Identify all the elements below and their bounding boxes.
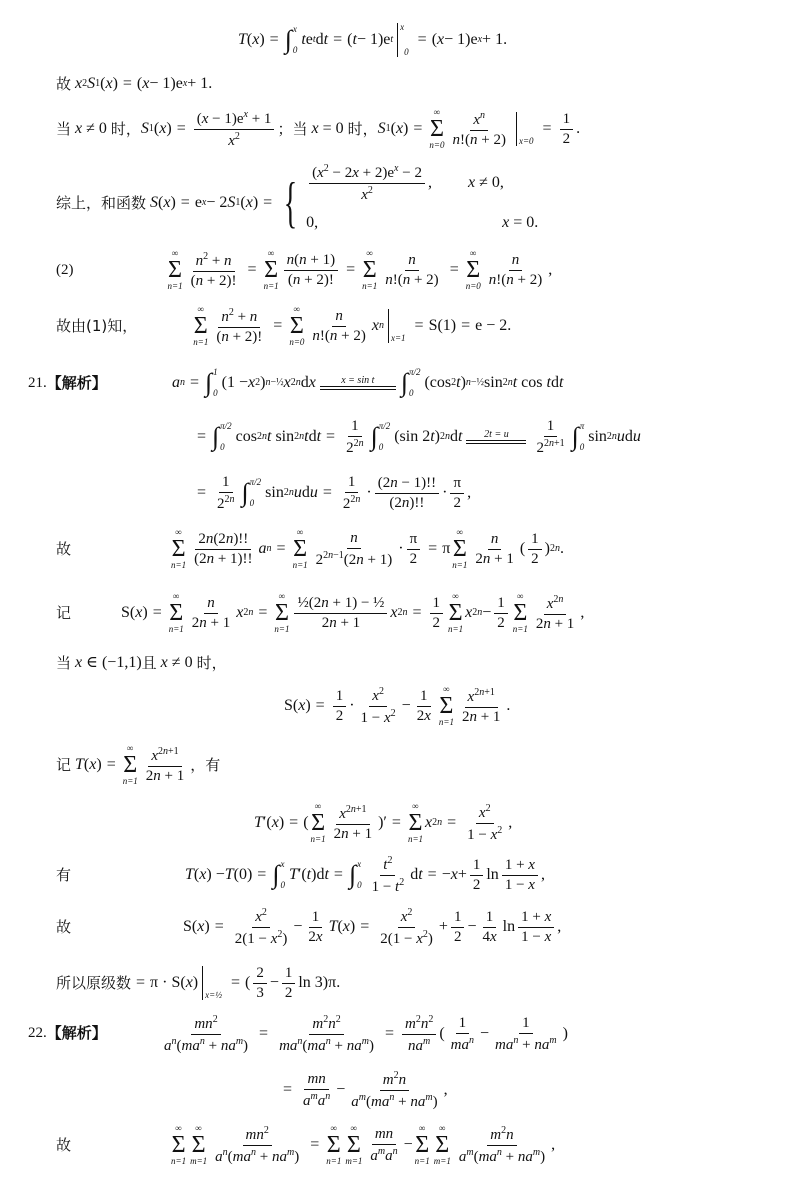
formula-21-you: 有 T ( x ) − T (0) = ∫ x 0 T ′( t )d t = ∫ x 0 $\frac{t^2}{1 - t^2}$ d t = − x + $\frac{1}{2}$ ln $\frac{1 + x}{1 - x}$ , (56, 854, 545, 895)
formula-21-ji: 记 S( x ) = ∞ Σ n=1 $\frac{n}{2n + 1}$ x 2n = ∞ Σ n=1 $\frac{\text{½(2n + 1) − ½}}{2n + 1}$ x 2n = $\frac{1}{2}$ ∞ Σ n=1 x 2n − $\frac{1}{2}$ ∞ Σ n=1 $\frac{x^{2n}}{2n + 1}$ , (56, 591, 585, 634)
formula-21-jiT: 记 T ( x ) = ∞ Σ n=1 $\frac{x^{2n+1}}{2n + 1}$ ，有 (56, 743, 221, 786)
formula-21-gu: 故 ∞ Σ n=1 $\frac{2n(2n)!!}{(2n + 1)!!}$ a n = ∞ Σ n=1 $\frac{n}{2^{2n-1}(2n + 1)}$ · $\frac{\pi}{2}$ = π ∞ Σ n=1 $\frac{n}{2n + 1}$ ( $\frac{1}{2}$ ) 2n . (56, 527, 564, 570)
question-21-label: 21. 【解析】 (28, 373, 107, 392)
formula-22-line1: $\frac{mn^2}{a^n(ma^n + na^m)}$ = $\frac{m^2n^2}{ma^n(ma^n + na^m)}$ = $\frac{m^2n^2}{na^m}$ ( $\frac{1}{ma^n}$ − $\frac{1}{ma^n + na^m}$ ) (164, 1013, 568, 1054)
formula-21-Sx: S( x ) = $\frac{1}{2}$ · $\frac{x^2}{1 - x^2}$ − $\frac{1}{2x}$ ∞ Σ n=1 $\frac{x^{2n+1}}{2n + 1}$ . (284, 684, 511, 727)
formula-part2: (2) ∞ Σ n=1 $\frac{n^2 + n}{(n + 2)!}$ = ∞ Σ n=1 $\frac{n(n + 1)}{(n + 2)!}$ = ∞ Σ n=1 $\frac{n}{n!(n + 2)}$ = ∞ Σ n=0 $\frac{n}{n!(n + 2)}$ , (56, 248, 553, 291)
formula-21-gu3: 故 S( x ) = $\frac{x^2}{2(1 - x^2)}$ − $\frac{1}{2x}$ T ( x ) = $\frac{x^2}{2(1 - x^2)}$ + $\frac{1}{2}$ − $\frac{1}{4x}$ ln $\frac{1 + x}{1 - x}$ , (56, 906, 562, 947)
formula-21-suoyi: 所以原级数 = π · S( x ) x=½ = ( $\frac{2}{3}$ − $\frac{1}{2}$ ln 3)π. (56, 964, 341, 1001)
formula-22-gu: 故 ∞ Σ n=1 ∞ Σ m=1 $\frac{mn^2}{a^n(ma^n + na^m)}$ = ∞ Σ n=1 ∞ Σ m=1 $\frac{mn}{a^ma^n}$ − ∞ Σ n=1 ∞ Σ m=1 $\frac{m^2n}{a^m(ma^n + na^m)}$ , (56, 1123, 556, 1166)
formula-gu1: 故 x 2 S 1 ( x ) = ( x − 1)e x + 1. (56, 74, 213, 93)
formula-21-line2: = ∫ π/2 0 cos 2n t sin 2n t d t = $\frac{1}{2^{2n}}$ ∫ π/2 0 (sin 2 t ) 2n d t 2t = u $\frac{1}{2^{2n+1}}$ ∫ π 0 sin 2n u d u (197, 417, 641, 456)
formula-zongshang: 综上，和函数 S ( x ) = e x − 2 S 1 ( x ) = { $\frac{(x^2 - 2x + 2)e^x - 2}{x^2}$ , x ≠ 0, 0, x = 0. (56, 162, 539, 234)
question-22-label: 22. 【解析】 (28, 1023, 107, 1042)
formula-22-line2: = $\frac{mn}{a^ma^n}$ − $\frac{m^2n}{a^m(ma^n + na^m)}$ , (283, 1069, 448, 1110)
formula-T-def: T ( x ) = ∫ x 0 t e t d t = ( t − 1)e t x 0 = ( x − 1)e x + 1. (238, 22, 508, 57)
formula-21-line1: a n = ∫ 1 0 (1 − x 2 ) n−½ x 2n d x x = sin t ∫ π/2 0 (cos 2 t ) n−½ sin 2n t cos t d t (172, 367, 564, 398)
formula-21-line3: = $\frac{1}{2^{2n}}$ ∫ π/2 0 sin 2n u d u = $\frac{1}{2^{2n}}$ · $\frac{(2n - 1)!!}{(2n)!!}$ · $\frac{\pi}{2}$ , (197, 473, 472, 512)
formula-21-Tprime: T ′( x ) = ( ∞ Σ n=1 $\frac{x^{2n+1}}{2n + 1}$ )′ = ∞ Σ n=1 x 2n = $\frac{x^2}{1 - x^2}$ , (254, 801, 513, 844)
formula-guyou: 故由(1)知， ∞ Σ n=1 $\frac{n^2 + n}{(n + 2)!}$ = ∞ Σ n=0 $\frac{n}{n!(n + 2)}$ x n x=1 = S(1) = e − 2. (56, 304, 512, 347)
formula-21-dang2: 当 x ∈ (−1,1) 且 x ≠ 0 时， (56, 653, 227, 672)
formula-dang1: 当 x ≠ 0 时， S 1 ( x ) = $\frac{(x - 1)e^x + 1}{x^2}$ ；当 x = 0 时， S 1 ( x ) = ∞ Σ n=0 $\frac{x^n}{n!(n + 2)}$ x=0 = $\frac{1}{2}$ . (56, 107, 581, 150)
